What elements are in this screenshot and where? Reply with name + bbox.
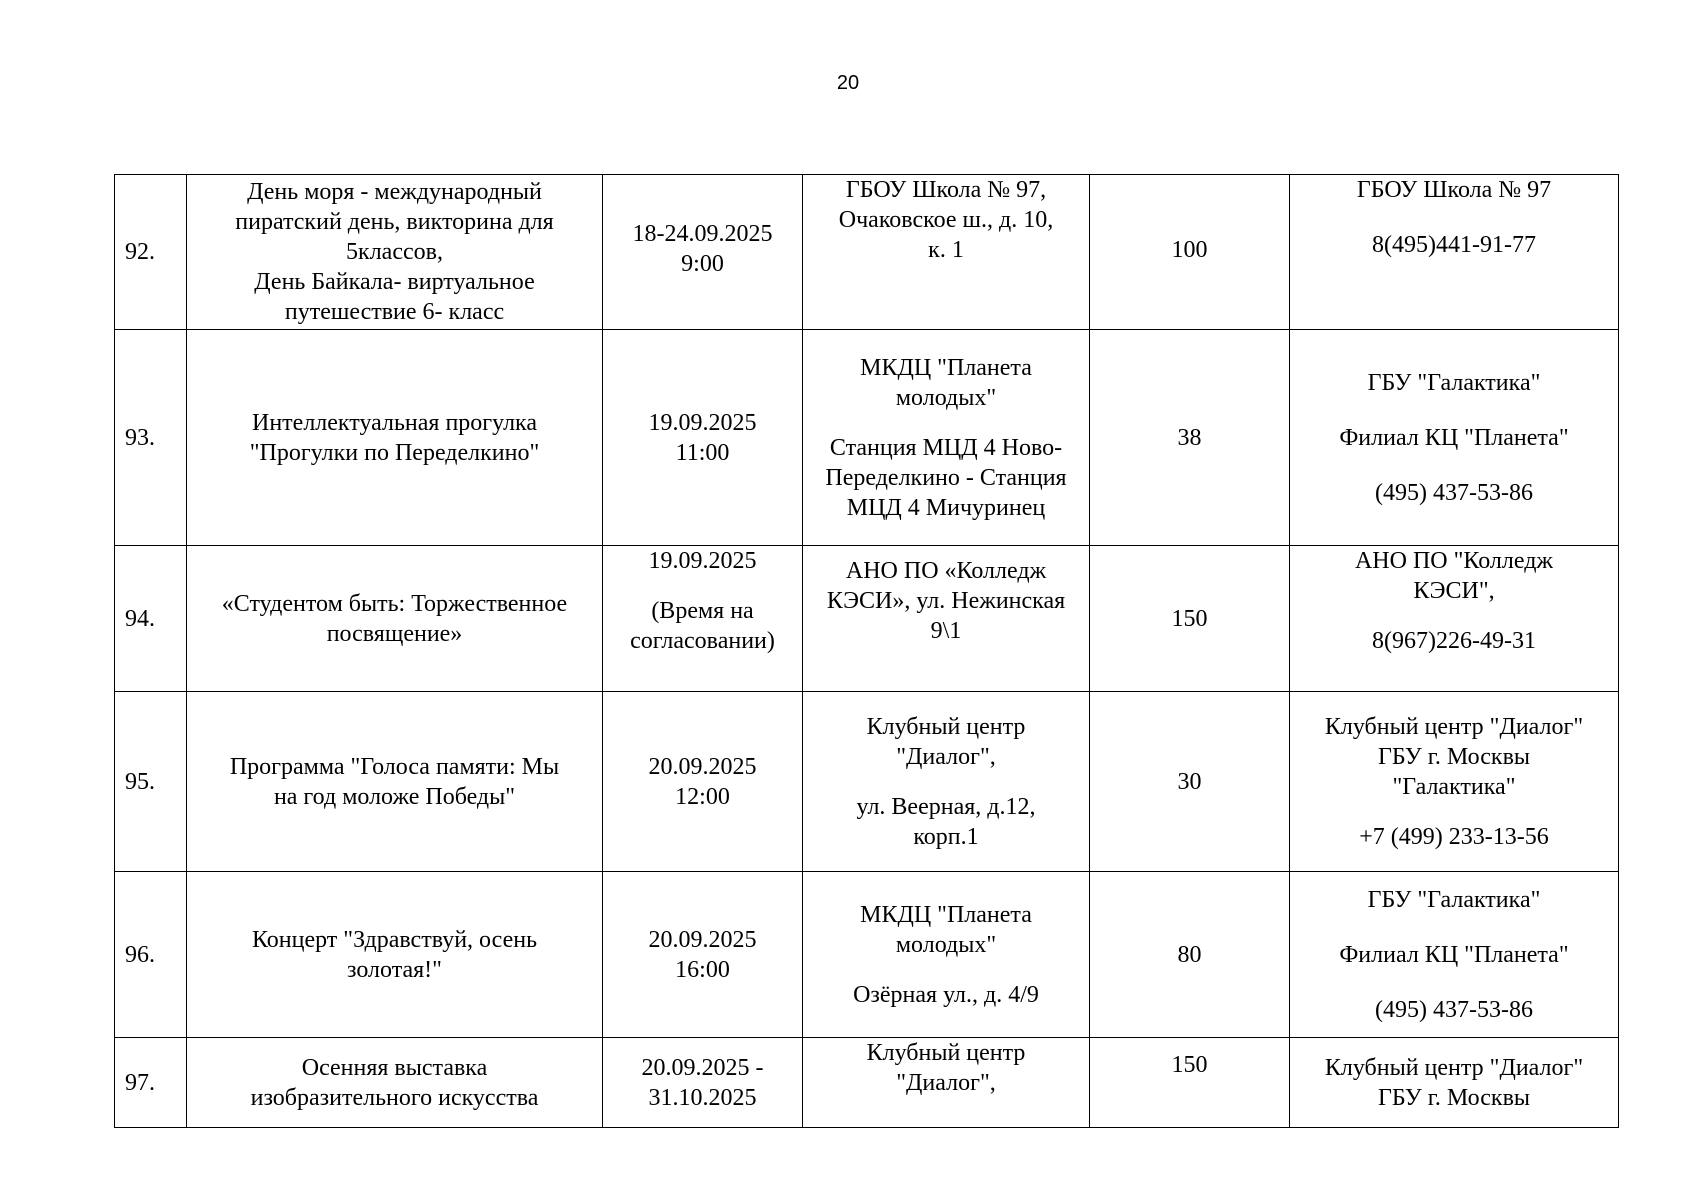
event-line: Интеллектуальная прогулка <box>252 409 537 436</box>
table-row <box>115 1038 1619 1128</box>
date-line: 31.10.2025 <box>648 1084 757 1111</box>
venue-line: МКДЦ "Планета <box>860 901 1032 928</box>
organizer-cell <box>1290 546 1619 692</box>
venue-line: к. 1 <box>928 237 964 263</box>
organizer-line: ГБУ г. Москвы <box>1377 743 1531 770</box>
table-row <box>115 330 1619 546</box>
venue-line: МЦД 4 Мичуринец <box>846 494 1046 521</box>
time-line: 12:00 <box>675 783 730 810</box>
venue-line: Очаковское ш., д. 10, <box>838 207 1054 233</box>
event-cell <box>187 692 603 872</box>
venue-line: корп.1 <box>913 823 979 850</box>
venue-line: МКДЦ "Планета <box>860 354 1032 381</box>
events-table <box>114 174 1619 1128</box>
event-line: Программа "Голоса памяти: Мы <box>229 753 560 780</box>
date-cell <box>603 175 803 330</box>
participants-count: 150 <box>1171 1052 1208 1078</box>
participants-cell <box>1090 692 1290 872</box>
date-line: 19.09.2025 <box>648 548 757 574</box>
event-line: путешествие 6- класс <box>284 299 505 325</box>
row-number: 93. <box>115 330 187 546</box>
venue-line: "Диалог", <box>896 1070 996 1096</box>
event-cell <box>187 872 603 1038</box>
event-line: на год моложе Победы" <box>273 783 516 810</box>
event-cell <box>187 1038 603 1128</box>
event-line: пиратский день, викторина для <box>235 209 554 235</box>
venue-cell <box>803 330 1090 546</box>
event-cell <box>187 546 603 692</box>
venue-line: ул. Веерная, д.12, <box>856 793 1036 820</box>
participants-count: 80 <box>1177 941 1202 968</box>
venue-line: КЭСИ», ул. Нежинская <box>826 588 1066 614</box>
organizer-phone: 8(967)226-49-31 <box>1372 628 1536 654</box>
date-line: 19.09.2025 <box>648 409 757 436</box>
organizer-line: АНО ПО "Колледж <box>1354 548 1554 574</box>
event-line: «Студентом быть: Торжественное <box>221 590 568 617</box>
date-cell <box>603 546 803 692</box>
event-line: "Прогулки по Переделкино" <box>249 439 540 466</box>
organizer-line: Филиал КЦ "Планета" <box>1339 424 1569 451</box>
row-number: 95. <box>115 692 187 872</box>
date-cell <box>603 872 803 1038</box>
organizer-line: ГБУ "Галактика" <box>1367 369 1541 396</box>
event-line: золотая!" <box>347 956 442 983</box>
organizer-line: КЭСИ", <box>1413 578 1495 604</box>
venue-line: Клубный центр <box>866 713 1026 740</box>
time-line: (Время на <box>651 598 754 624</box>
organizer-phone: 8(495)441-91-77 <box>1372 232 1536 258</box>
participants-cell <box>1090 330 1290 546</box>
event-line: День моря - международный <box>247 179 542 205</box>
participants-cell <box>1090 872 1290 1038</box>
venue-line: "Диалог", <box>896 743 996 770</box>
row-number: 94. <box>115 546 187 692</box>
row-number: 96. <box>115 872 187 1038</box>
organizer-cell <box>1290 330 1619 546</box>
event-line: 5классов, <box>346 239 443 265</box>
time-line: 9:00 <box>681 251 724 277</box>
organizer-line: ГБУ г. Москвы <box>1377 1084 1531 1111</box>
organizer-line: "Галактика" <box>1392 773 1516 800</box>
participants-cell <box>1090 1038 1290 1128</box>
time-line: 16:00 <box>675 956 730 983</box>
organizer-line: ГБОУ Школа № 97 <box>1356 177 1552 203</box>
date-line: 20.09.2025 - <box>641 1054 764 1081</box>
table-row <box>115 546 1619 692</box>
venue-cell <box>803 546 1090 692</box>
organizer-cell <box>1290 692 1619 872</box>
venue-cell <box>803 175 1090 330</box>
venue-line: Озёрная ул., д. 4/9 <box>853 981 1039 1008</box>
table-row <box>115 872 1619 1038</box>
venue-line: молодых" <box>895 384 997 411</box>
organizer-cell <box>1290 1038 1619 1128</box>
event-line: День Байкала- виртуальное <box>254 269 535 295</box>
table-row <box>115 175 1619 330</box>
participants-count: 150 <box>1171 605 1208 632</box>
participants-count: 38 <box>1177 424 1202 451</box>
venue-cell <box>803 692 1090 872</box>
venue-cell <box>803 872 1090 1038</box>
organizer-line: Клубный центр "Диалог" <box>1324 1054 1584 1081</box>
venue-line: Переделкино - Станция <box>825 464 1067 491</box>
date-cell <box>603 1038 803 1128</box>
page-number: 20 <box>836 72 860 94</box>
participants-cell <box>1090 546 1290 692</box>
organizer-cell <box>1290 175 1619 330</box>
event-line: Осенняя выставка <box>301 1054 488 1081</box>
organizer-phone: +7 (499) 233-13-56 <box>1359 823 1549 850</box>
row-number: 97. <box>115 1038 187 1128</box>
participants-count: 100 <box>1171 237 1208 263</box>
venue-cell <box>803 1038 1090 1128</box>
table-row <box>115 692 1619 872</box>
organizer-phone: (495) 437-53-86 <box>1375 479 1533 506</box>
event-line: посвящение» <box>326 620 463 647</box>
organizer-line: Клубный центр "Диалог" <box>1324 713 1584 740</box>
date-line: 18-24.09.2025 <box>632 221 773 247</box>
organizer-line: Филиал КЦ "Планета" <box>1339 941 1569 968</box>
time-line: 11:00 <box>675 439 730 466</box>
row-number: 92. <box>115 175 187 330</box>
organizer-line: ГБУ "Галактика" <box>1367 886 1541 913</box>
venue-line: Клубный центр <box>866 1040 1026 1066</box>
venue-line: ГБОУ Школа № 97, <box>845 177 1047 203</box>
organizer-cell <box>1290 872 1619 1038</box>
date-line: 20.09.2025 <box>648 926 757 953</box>
venue-line: 9\1 <box>930 618 962 644</box>
venue-line: Станция МЦД 4 Ново- <box>829 434 1063 461</box>
date-cell <box>603 330 803 546</box>
participants-count: 30 <box>1177 768 1202 795</box>
event-line: Концерт "Здравствуй, осень <box>251 926 538 953</box>
date-line: 20.09.2025 <box>648 753 757 780</box>
time-line: согласовании) <box>630 628 775 654</box>
participants-cell <box>1090 175 1290 330</box>
venue-line: молодых" <box>895 931 997 958</box>
event-line: изобразительного искусства <box>250 1084 539 1111</box>
date-cell <box>603 692 803 872</box>
organizer-phone: (495) 437-53-86 <box>1375 996 1533 1023</box>
event-cell <box>187 330 603 546</box>
venue-line: АНО ПО «Колледж <box>845 558 1047 584</box>
event-cell <box>187 175 603 330</box>
